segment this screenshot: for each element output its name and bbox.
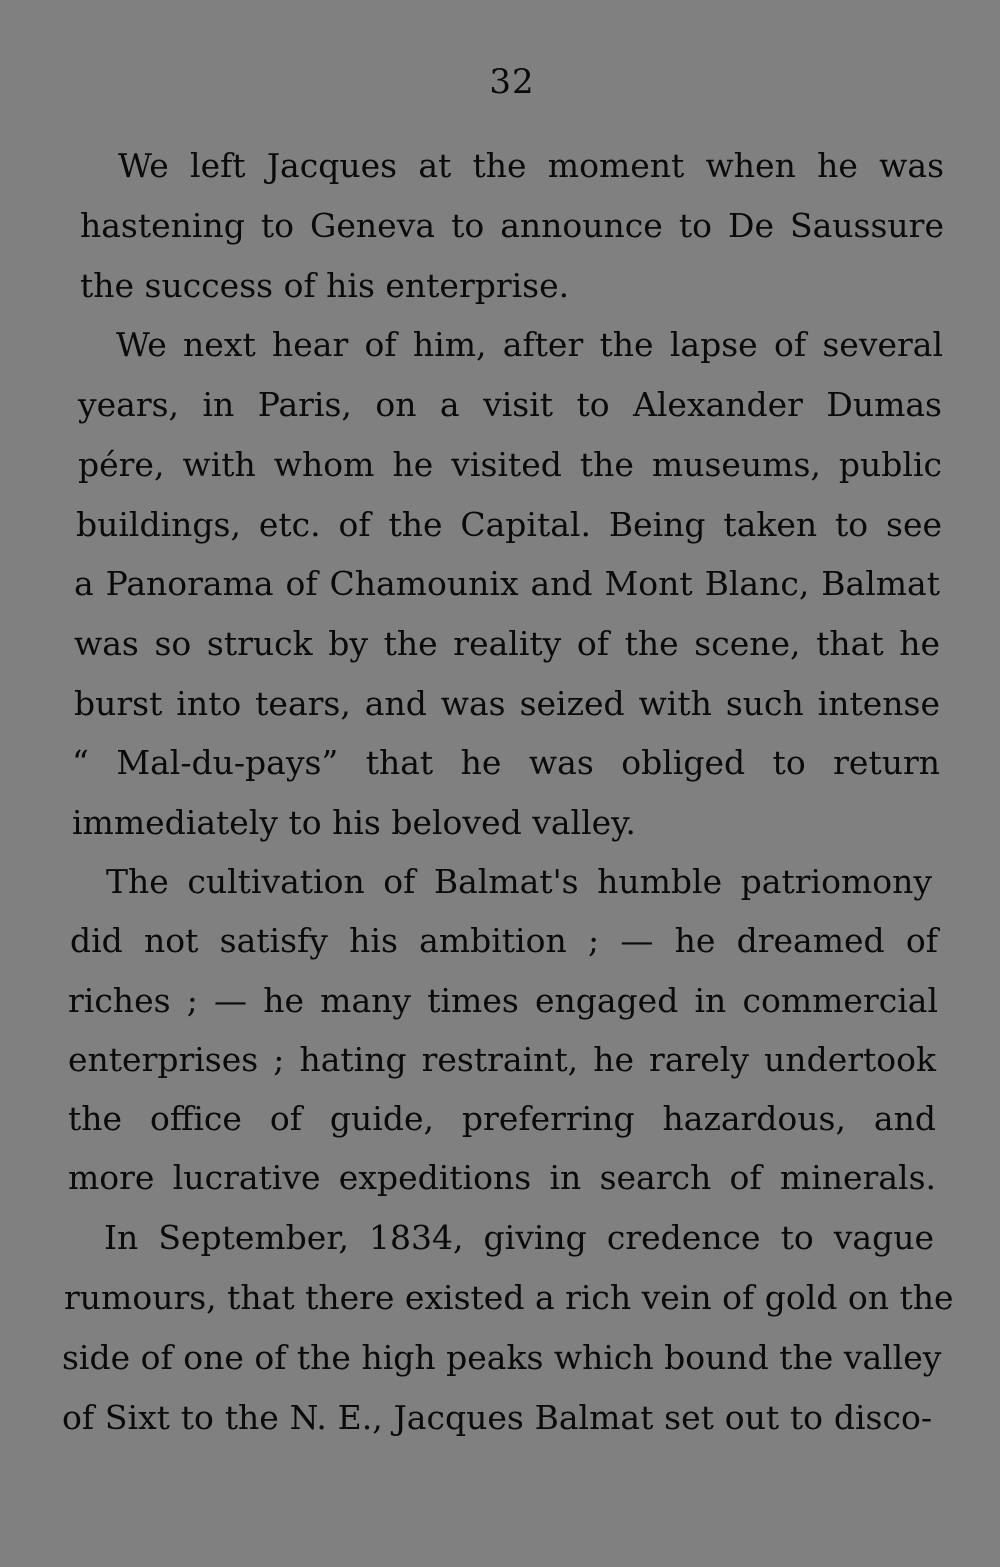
text-line: of Sixt to the N. E., Jacques Balmat set out to disco-: [62, 1398, 932, 1437]
text-line: The cultivation of Balmat's humble patriomony: [106, 862, 932, 901]
text-line: years, in Paris, on a visit to Alexander Dumas: [78, 385, 942, 424]
text-line: hastening to Geneva to announce to De Saussure: [80, 206, 944, 245]
text-line: the office of guide, preferring hazardous, and: [68, 1099, 936, 1138]
text-line: enterprises ; hating restraint, he rarely undertook: [68, 1040, 936, 1079]
text-line: We next hear of him, after the lapse of several: [116, 325, 943, 364]
page-number: 32: [489, 62, 535, 102]
text-line: did not satisfy his ambition ; — he dreamed of: [70, 921, 938, 960]
text-line: a Panorama of Chamounix and Mont Blanc, Balmat: [74, 564, 940, 603]
text-line: burst into tears, and was seized with such intense: [74, 684, 940, 723]
text-line: more lucrative expeditions in search of minerals.: [68, 1158, 936, 1197]
text-line: pére, with whom he visited the museums, public: [78, 445, 942, 484]
text-line: immediately to his beloved valley.: [72, 803, 636, 842]
text-line: “ Mal-du-pays” that he was obliged to return: [72, 743, 940, 782]
text-line: side of one of the high peaks which bound the valley: [62, 1338, 942, 1377]
text-line: In September, 1834, giving credence to vague: [104, 1218, 934, 1257]
text-line: riches ; — he many times engaged in commercial: [68, 981, 938, 1020]
text-line: the success of his enterprise.: [80, 266, 570, 305]
text-line: buildings, etc. of the Capital. Being taken to see: [76, 505, 942, 544]
text-line: was so struck by the reality of the scene, that he: [74, 624, 940, 663]
text-line: We left Jacques at the moment when he was: [118, 146, 944, 185]
text-line: rumours, that there existed a rich vein of gold on the: [64, 1278, 954, 1317]
